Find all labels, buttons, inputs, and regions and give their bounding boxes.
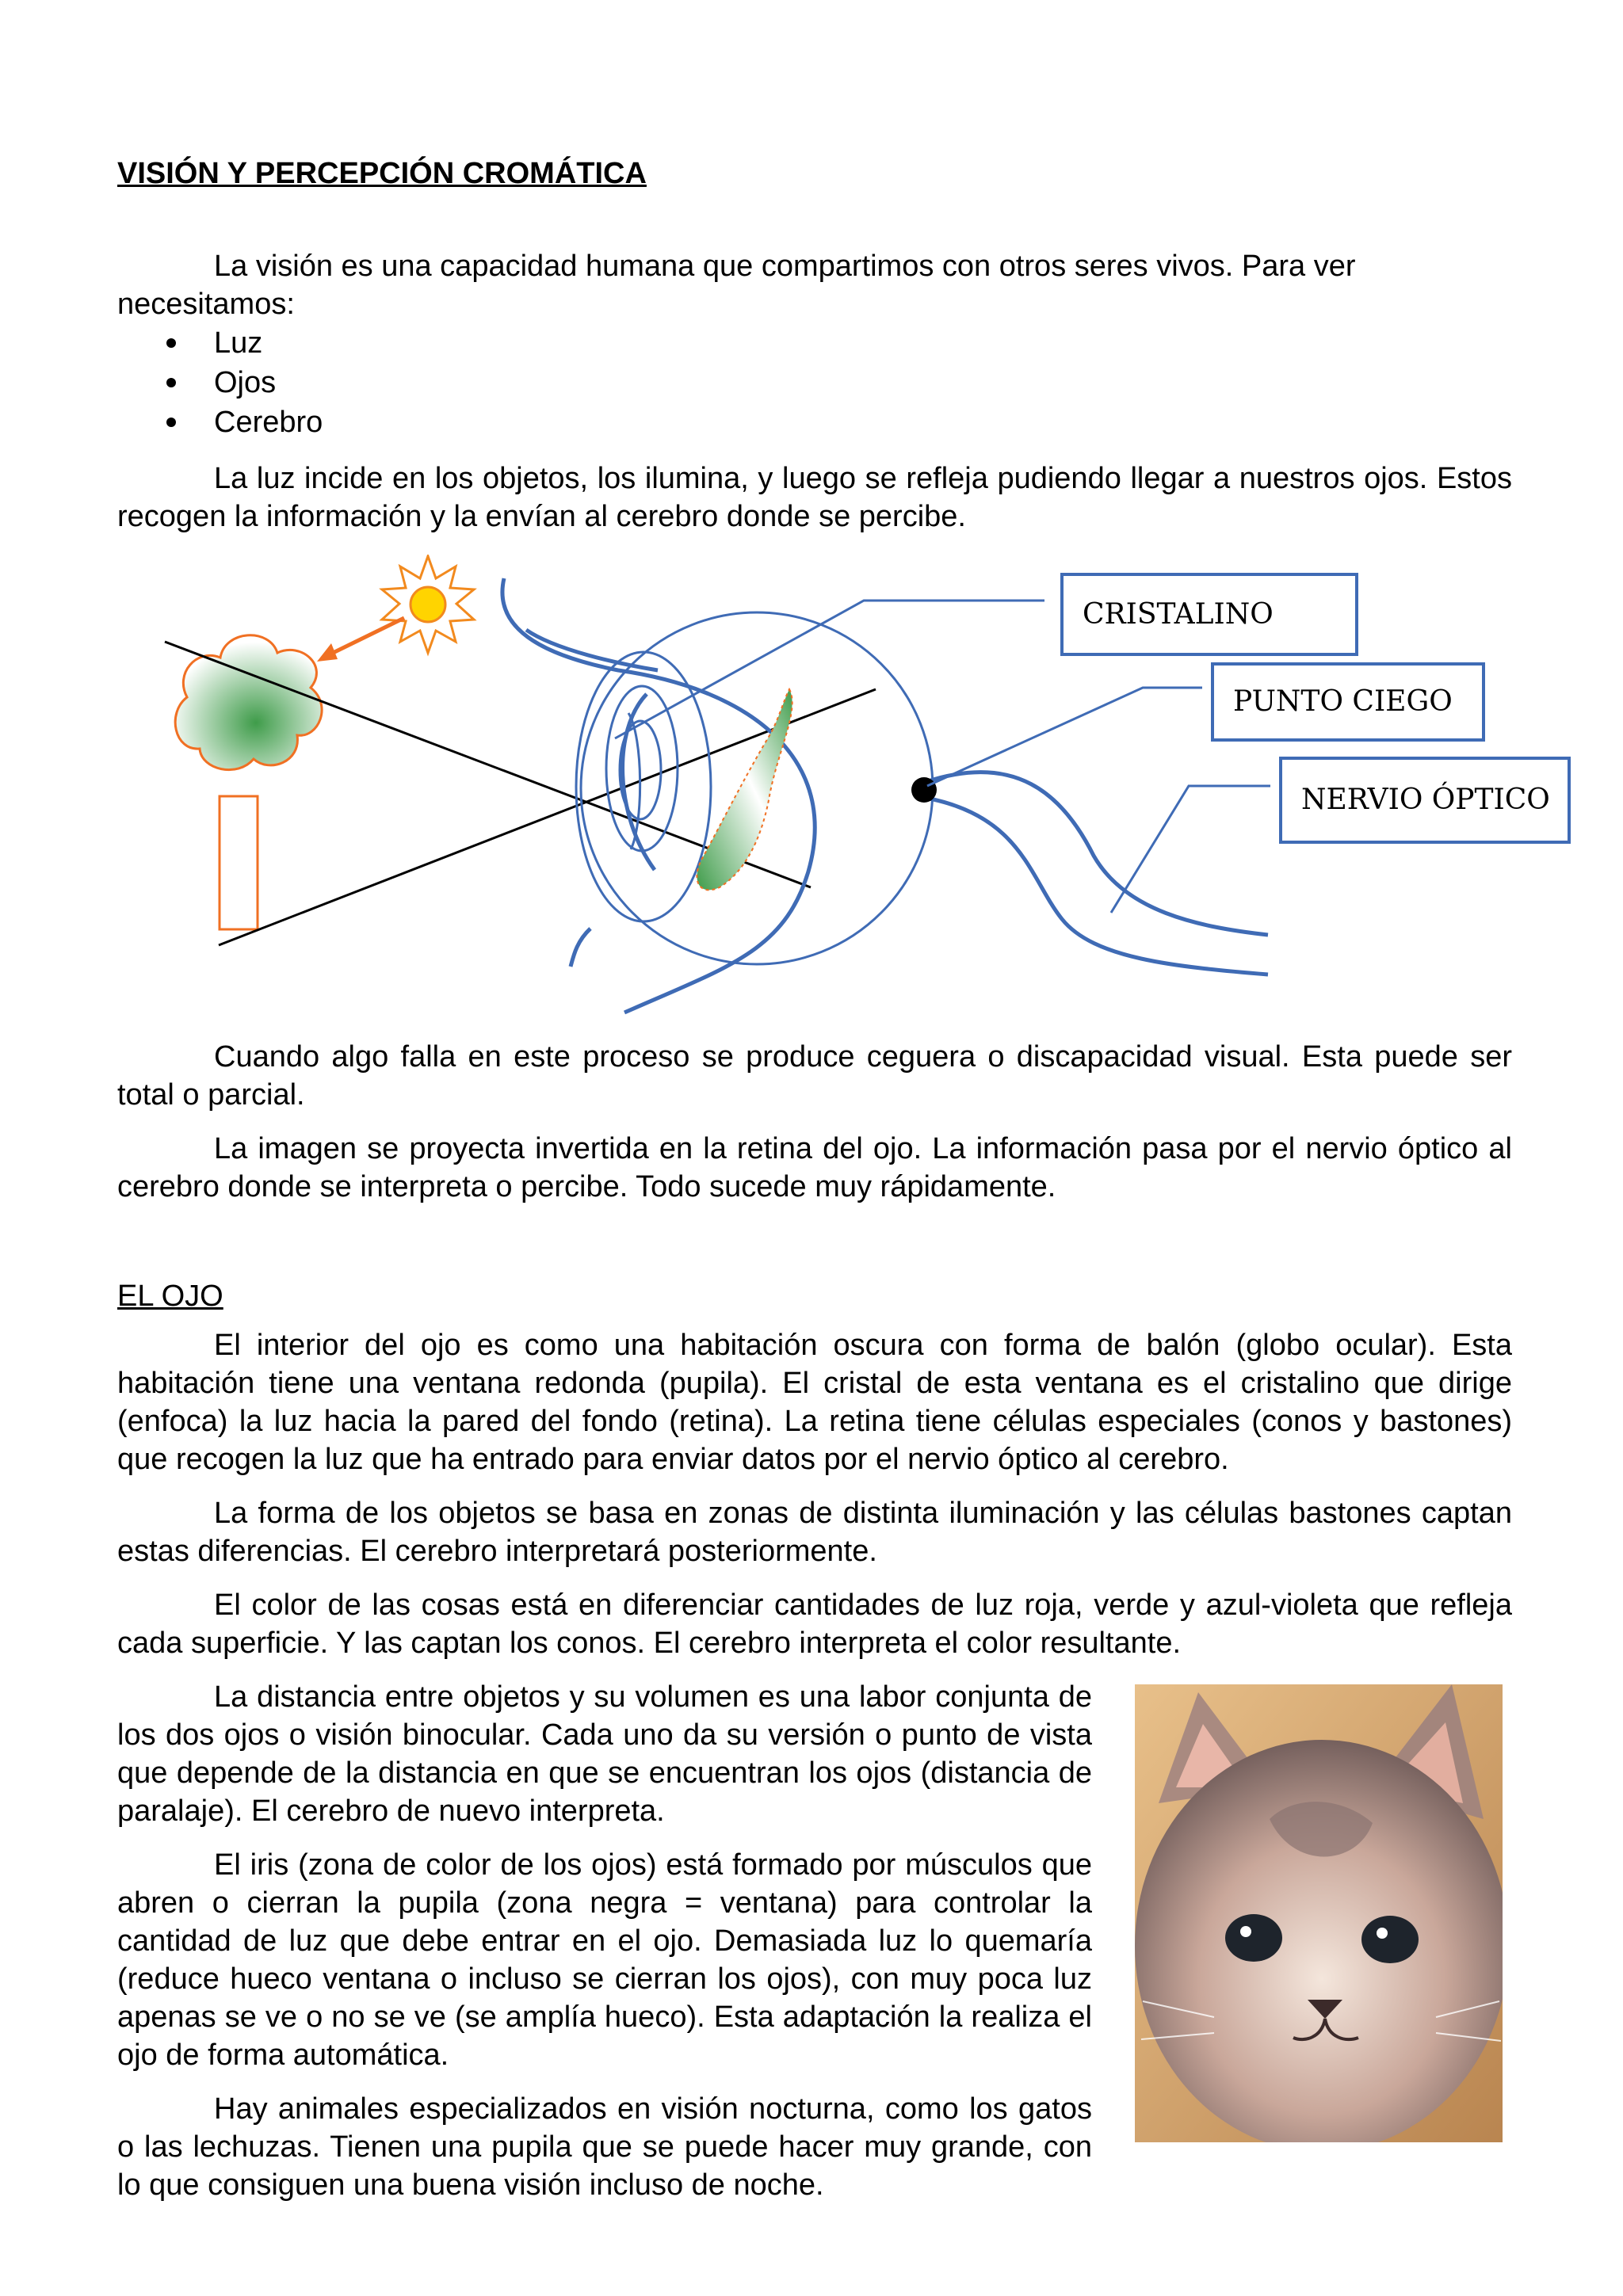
eye-paragraph: La forma de los objetos se basa en zonas de distinta iluminación y las células bastones captan estas diferencias. El cerebro interpretará posteriormente. (117, 1497, 1512, 1568)
light-arrow-icon (317, 618, 404, 662)
light-paragraph: La luz incide en los objetos, los ilumina, y luego se refleja pudiendo llegar a nuestros ojos. Estos recogen la información y la envían al cerebro donde se percibe. (117, 462, 1512, 533)
intro-block (117, 247, 1512, 323)
side-paragraph: La distancia entre objetos y su volumen es una labor conjunta de los dos ojos o visión binocular. Cada uno da su versión o punto de vista que depende de la distancia en que se encuentran los ojos (distancia de paralaje). El cerebro de nuevo interpreta. (117, 1680, 1092, 1828)
list-item: Ojos (117, 363, 323, 402)
light-block (117, 460, 1512, 536)
side-paragraph: Hay animales especializados en visión nocturna, como los gatos o las lechuzas. Tienen una pupila que se puede hacer muy grande, con lo que consiguen una buena visión incluso de noche. (117, 2092, 1092, 2202)
cat-photo (1135, 1684, 1503, 2142)
label-nervio-optico-text: NERVIO ÓPTICO (1301, 784, 1550, 816)
needs-list (117, 323, 323, 442)
section-title: EL OJO (117, 1280, 223, 1313)
eye-paragraph: El color de las cosas está en diferenciar cantidades de luz roja, verde y azul-violeta que refleja cada superficie. Y las captan los conos. El cerebro interpreta el color resultante. (117, 1589, 1512, 1660)
list-item: Luz (117, 323, 323, 363)
sun-icon (382, 556, 474, 653)
eye-section (117, 1326, 1512, 1662)
page-title: VISIÓN Y PERCEPCIÓN CROMÁTICA (117, 157, 647, 190)
fail-block (117, 1038, 1512, 1206)
label-punto-ciego (1211, 662, 1485, 742)
label-punto-ciego-text: PUNTO CIEGO (1233, 685, 1453, 718)
side-section (117, 1678, 1092, 2204)
label-cristalino-text: CRISTALINO (1083, 597, 1274, 631)
image-paragraph: La imagen se proyecta invertida en la retina del ojo. La información pasa por el nervio óptico al cerebro donde se interpreta o percibe. Todo sucede muy rápidamente. (117, 1132, 1512, 1203)
side-paragraph: El iris (zona de color de los ojos) está formado por músculos que abren o cierran la pupila (zona negra = ventana) para controlar la cantidad de luz que debe entrar en el ojo. Demasiada luz lo quemaría (reduce hueco ventana o incluso se cierran los ojos), con muy poca luz apenas se ve o no se ve (se amplía hueco). Esta adaptación la realiza el ojo de forma automática. (117, 1848, 1092, 2072)
label-cristalino (1060, 573, 1358, 656)
label-nervio-optico (1279, 757, 1571, 844)
tree-icon (175, 635, 322, 929)
blind-spot-dot (911, 777, 937, 803)
optic-nerve (926, 772, 1268, 974)
eye-paragraph: El interior del ojo es como una habitación oscura con forma de balón (globo ocular). Esta habitación tiene una ventana redonda (pupila). El cristal de esta ventana es el cristalino que dirige (enfoca) la luz hacia la pared del fondo (retina). La retina tiene células especiales (conos y bastones) que recogen la luz que ha entrado para enviar datos por el nervio óptico al cerebro. (117, 1329, 1512, 1476)
fail-paragraph: Cuando algo falla en este proceso se produce ceguera o discapacidad visual. Esta puede ser total o parcial. (117, 1040, 1512, 1112)
intro-paragraph: La visión es una capacidad humana que compartimos con otros seres vivos. Para ver necesitamos: (117, 250, 1356, 321)
list-item: Cerebro (117, 402, 323, 442)
